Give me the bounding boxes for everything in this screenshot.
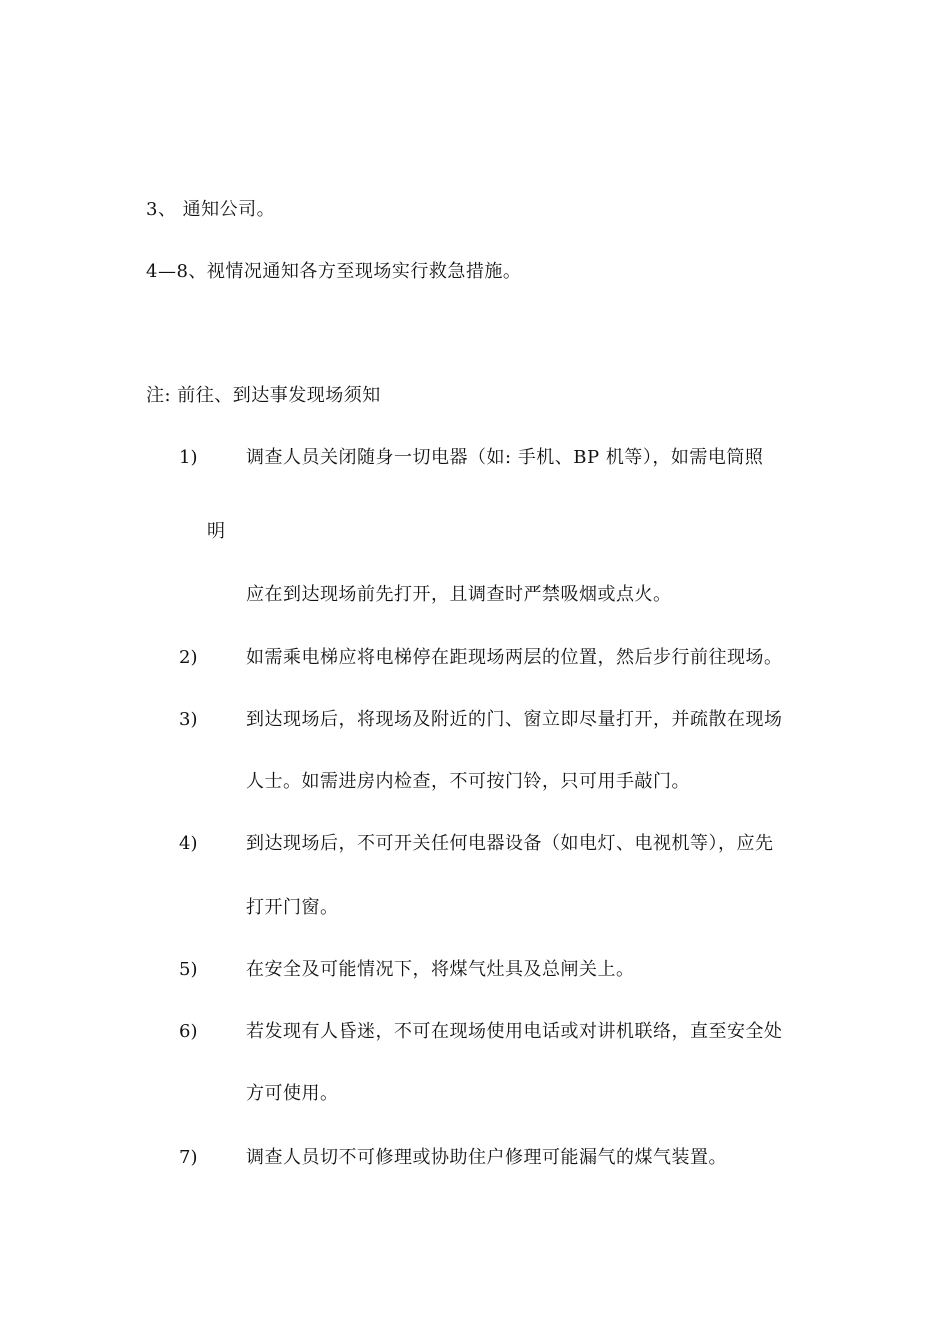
item-3-line-1: 到达现场后，将现场及附近的门、窗立即尽量打开，并疏散在现场 xyxy=(246,709,783,730)
item-3-number: 3) xyxy=(179,709,198,730)
item-4-number: 4) xyxy=(179,833,198,854)
item-1-number: 1) xyxy=(179,447,198,468)
item-6-line-1: 若发现有人昏迷，不可在现场使用电话或对讲机联络，直至安全处 xyxy=(246,1021,783,1042)
item-4-line-1: 到达现场后，不可开关任何电器设备（如电灯、电视机等），应先 xyxy=(246,833,774,854)
step-4-8-text: 4—8、视情况通知各方至现场实行救急措施。 xyxy=(146,261,522,282)
item-1-line-3: 应在到达现场前先打开，且调查时严禁吸烟或点火。 xyxy=(246,584,672,605)
item-6-number: 6) xyxy=(179,1021,198,1042)
note-heading: 注: 前往、到达事发现场须知 xyxy=(146,385,381,406)
item-1-line-2: 明 xyxy=(207,521,226,542)
item-7-number: 7) xyxy=(179,1147,198,1168)
item-6-line-2: 方可使用。 xyxy=(246,1083,339,1104)
step-3-text: 3、 通知公司。 xyxy=(146,199,276,220)
item-5-number: 5) xyxy=(179,959,198,980)
item-3-line-2: 人士。如需进房内检查，不可按门铃，只可用手敲门。 xyxy=(246,771,690,792)
item-2-line-1: 如需乘电梯应将电梯停在距现场两层的位置，然后步行前往现场。 xyxy=(246,647,783,668)
item-4-line-2: 打开门窗。 xyxy=(246,897,339,918)
item-2-number: 2) xyxy=(179,647,198,668)
item-1-line-1: 调查人员关闭随身一切电器（如: 手机、BP 机等），如需电筒照 xyxy=(246,447,764,468)
item-5-line-1: 在安全及可能情况下，将煤气灶具及总闸关上。 xyxy=(246,959,635,980)
item-7-line-1: 调查人员切不可修理或协助住户修理可能漏气的煤气装置。 xyxy=(246,1147,727,1168)
